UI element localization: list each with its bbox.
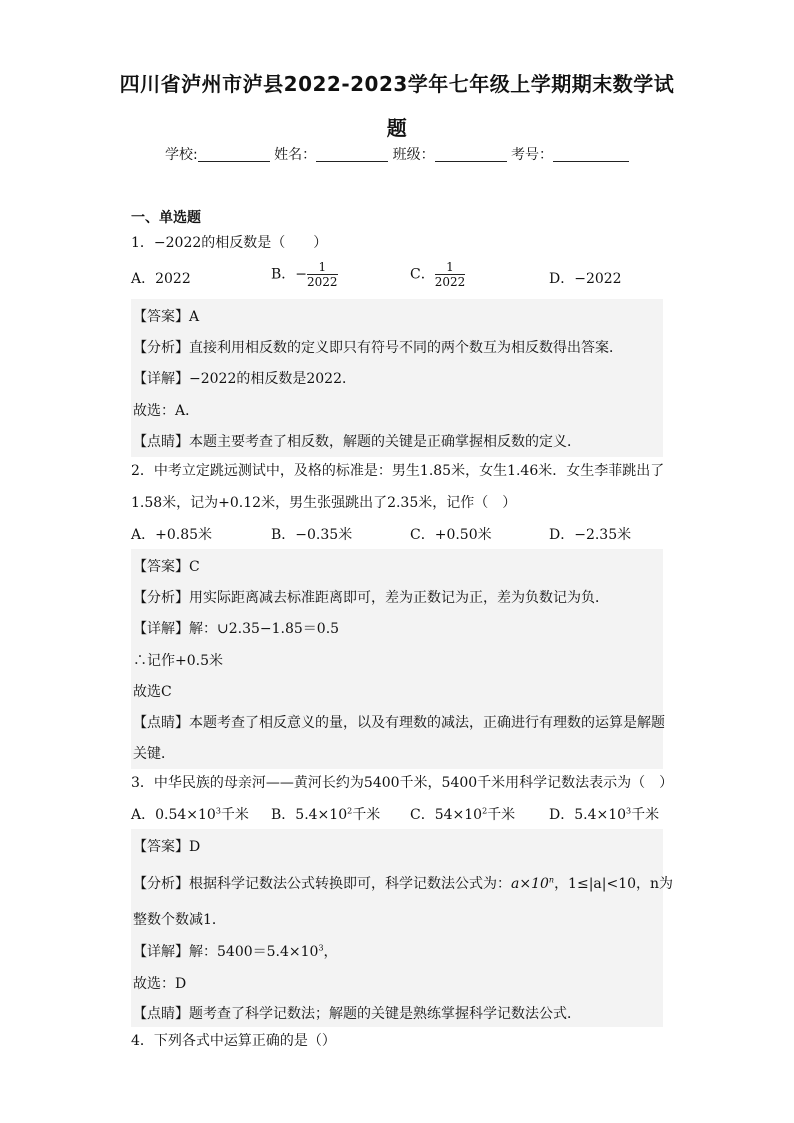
analysis-tag: 【分析】 [133,876,189,892]
answer-value: A [189,309,200,325]
q2-comment [133,712,665,732]
q3-option-d-unit: 千米 [631,807,660,823]
fraction-denominator: 2022 [307,275,338,289]
q1-option-b [271,260,338,289]
detail-text: 解：5400＝5.4×10 [189,944,319,960]
q1-choose: 故选：A． [133,403,200,419]
q3-option-b-unit: 千米 [352,807,381,823]
comment-text: 本题主要考查了相反数，解题的关键是正确掌握相反数的定义． [189,434,581,450]
q1-detail [133,368,356,388]
q3-option-c [410,804,515,824]
q2-analysis [133,587,609,607]
detail-exponent: 3 [318,943,324,953]
q2-comment-line-2: 关键． [133,746,175,762]
analysis-formula: a×10 [511,876,549,892]
name-label: 姓名： [274,147,317,163]
q3-option-b-exponent: 2 [347,806,353,816]
q3-option-d [549,804,659,824]
detail-text: 解：∪2.35−1.85＝0.5 [189,621,340,637]
question-3-stem: 3．中华民族的母亲河——黄河长约为5400千米，5400千米用科学记数法表示为（ ） [131,775,674,791]
q2-stem-line-2: 1.58米，记为+0.12米，男生张强跳出了2.35米，记作（ ） [131,495,517,511]
q3-option-b-text: B．5.4×10 [271,807,348,823]
school-blank[interactable] [198,147,270,162]
analysis-text-continued: ，1≤|a|<10，n为 [554,876,674,892]
q1-option-c-fraction [435,260,466,289]
q3-answer [133,836,200,856]
q3-option-c-text: C．54×10 [410,807,483,823]
section-title: 一、单选题 [131,210,201,226]
q1-option-d: D．−2022 [549,271,622,287]
exam-no-label: 考号： [511,147,554,163]
question-4-stem: 4．下列各式中运算正确的是（） [131,1033,336,1049]
detail-text-end: ， [323,944,338,960]
q3-option-b [271,804,380,824]
q2-option-d: D．−2.35米 [549,527,632,543]
analysis-tag: 【分析】 [133,590,189,606]
answer-tag: 【答案】 [133,839,189,855]
q1-option-c [410,260,465,289]
fraction-numerator: 1 [435,260,466,275]
q1-option-b-prefix: B．− [271,266,308,283]
analysis-formula-exponent: n [548,875,555,885]
detail-tag: 【详解】 [133,621,189,637]
q2-option-c: C．+0.50米 [410,527,492,543]
q3-analysis [133,873,673,893]
school-label: 学校: [164,147,198,163]
q2-detail-2: ∴记作+0.5米 [133,653,223,669]
q3-analysis-line-2: 整数个数减1． [133,912,226,928]
q3-option-a-text: A．0.54×10 [131,807,216,823]
q3-option-d-exponent: 3 [626,806,632,816]
q3-comment [133,1003,581,1023]
q2-detail [133,618,339,638]
analysis-text: 直接利用相反数的定义即只有符号不同的两个数互为相反数得出答案． [189,340,623,356]
question-3-solution [131,829,674,1027]
analysis-text: 根据科学记数法公式转换即可，科学记数法公式为： [189,876,511,892]
q1-option-c-prefix: C． [410,266,435,283]
q1-option-a: A．2022 [131,271,191,287]
fraction-denominator: 2022 [434,275,466,289]
q3-option-a-unit: 千米 [220,807,249,823]
answer-value: D [189,839,201,855]
q3-option-c-exponent: 2 [482,806,488,816]
q2-stem-line-1: 2．中考立定跳远测试中，及格的标准是：男生1.85米，女生1.46米．女生李菲跳出了 [131,463,665,479]
fraction-numerator: 1 [307,260,338,275]
comment-text: 题考查了科学记数法；解题的关键是熟练掌握科学记数法公式． [189,1006,581,1022]
q2-option-b: B．−0.35米 [271,527,353,543]
q1-comment [133,431,581,451]
exam-no-blank[interactable] [553,147,629,162]
q2-choose: 故选C [133,684,172,700]
q3-option-d-text: D．5.4×10 [549,807,627,823]
answer-tag: 【答案】 [133,559,189,575]
q3-option-c-unit: 千米 [487,807,516,823]
detail-tag: 【详解】 [133,944,189,960]
q2-option-a: A．+0.85米 [131,527,213,543]
student-info-line [0,144,794,164]
q1-answer [133,306,199,326]
q1-analysis [133,337,623,357]
question-2-solution [131,549,663,769]
page-title-continued: 题 [386,116,408,140]
answer-value: C [189,559,200,575]
answer-tag: 【答案】 [133,309,189,325]
detail-tag: 【详解】 [133,371,189,387]
q3-choose: 故选：D [133,976,187,992]
question-2-options [131,524,661,544]
question-2-stem [131,461,665,513]
comment-tag: 【点睛】 [133,1006,189,1022]
question-1-options [131,260,661,289]
question-3-options [131,804,661,824]
q2-answer [133,556,200,576]
comment-tag: 【点睛】 [133,434,189,450]
comment-text: 本题考查了相反意义的量，以及有理数的减法，正确进行有理数的运算是解题 [189,715,665,731]
analysis-tag: 【分析】 [133,340,189,356]
class-blank[interactable] [435,147,507,162]
detail-text: −2022的相反数是2022． [189,371,356,387]
question-1-solution [131,299,663,457]
q3-option-a [131,804,249,824]
comment-tag: 【点睛】 [133,715,189,731]
q3-detail [133,941,338,961]
q3-option-a-exponent: 3 [215,806,221,816]
name-blank[interactable] [316,147,388,162]
question-1-stem: 1．−2022的相反数是（ ） [131,235,328,251]
q1-option-b-fraction [307,260,338,289]
analysis-text: 用实际距离减去标准距离即可，差为正数记为正，差为负数记为负． [189,590,609,606]
class-label: 班级： [392,147,435,163]
page-title: 四川省泸州市泸县2022-2023学年七年级上学期期末数学试 [119,72,675,96]
